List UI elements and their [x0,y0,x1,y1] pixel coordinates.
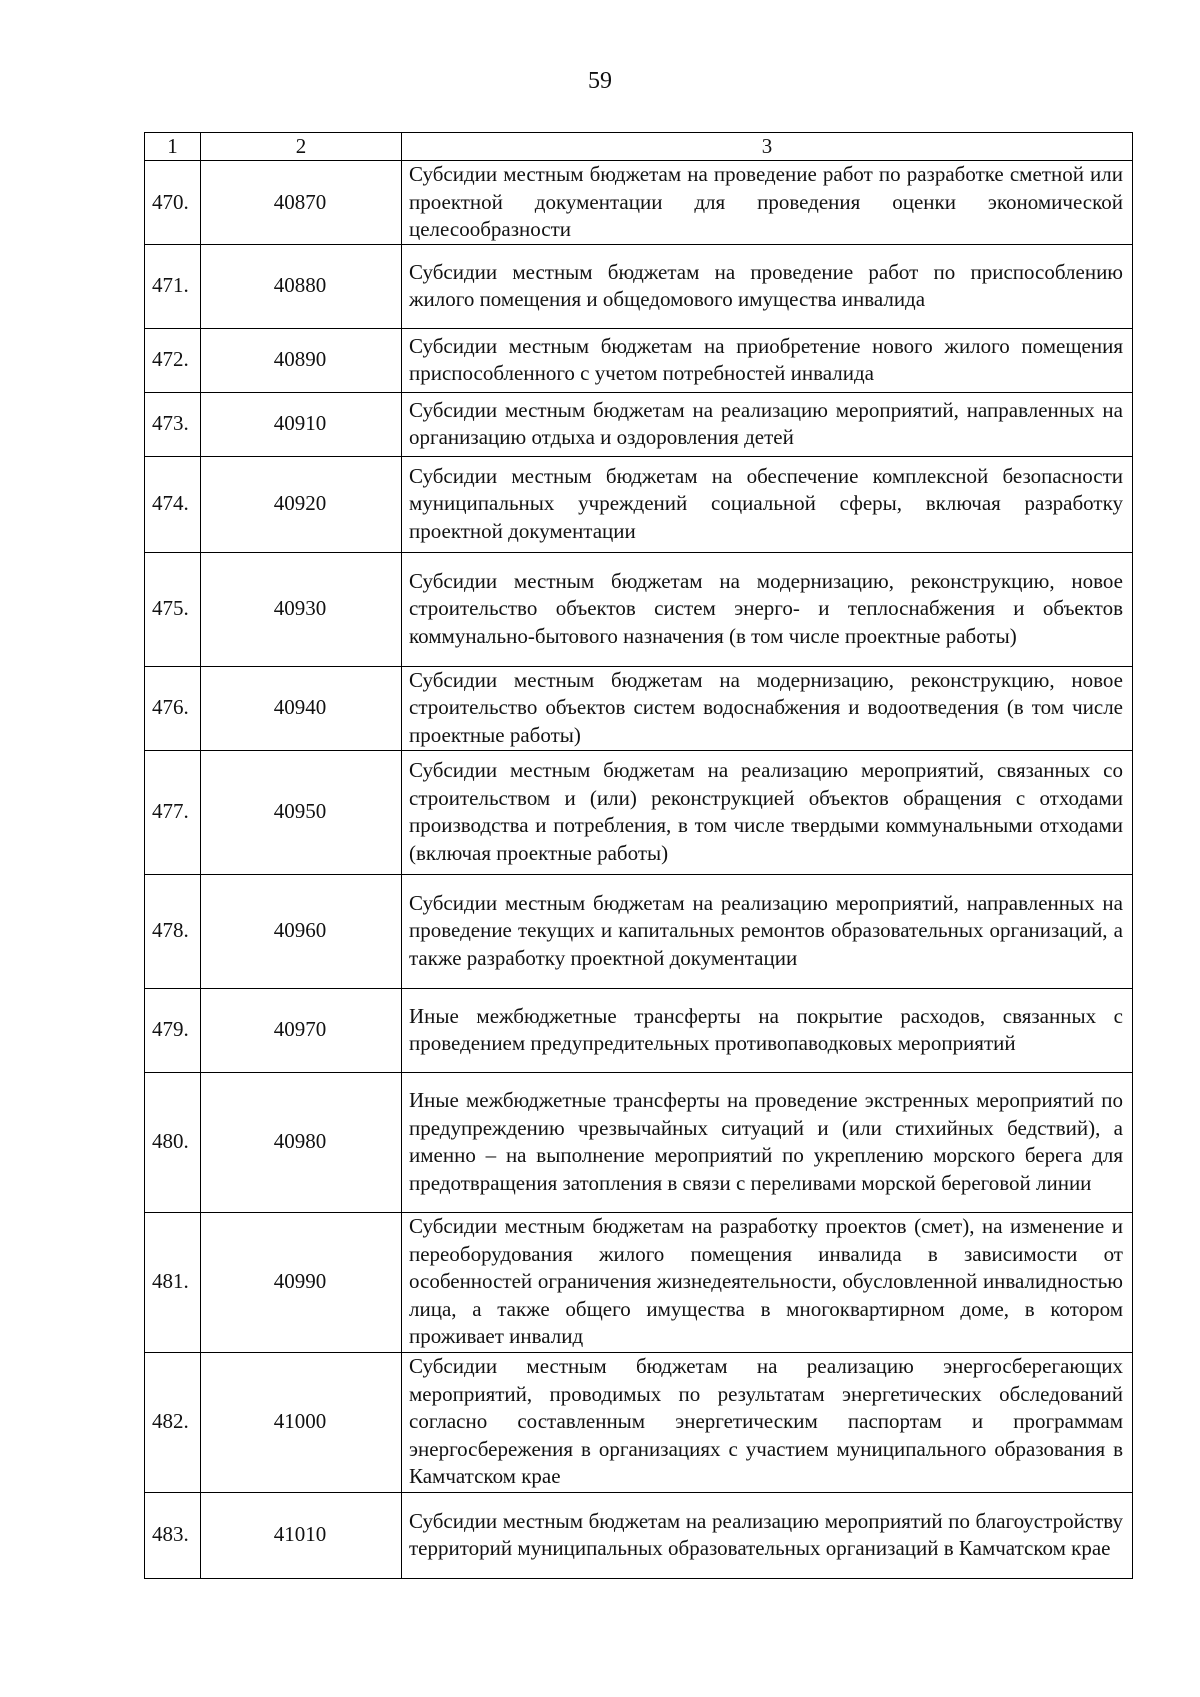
column-header-2: 2 [201,133,402,161]
row-code: 40990 [201,1212,402,1352]
row-code: 40950 [201,750,402,874]
table-row [145,328,1133,392]
budget-codes-table [144,132,1133,1579]
page-number: 59 [588,68,612,94]
row-description: Субсидии местным бюджетам на реализацию мероприятий, направленных на организацию отдыха и оздоровления детей [402,392,1133,456]
row-description: Иные межбюджетные трансферты на проведение экстренных мероприятий по предупреждению чрезвычайных ситуаций и (или стихийных бедствий), а именно – на выполнение мероприятий по укреплению морского берега для предотвращения затопления в связи с переливами морской береговой линии [402,1072,1133,1212]
row-description: Субсидии местным бюджетам на реализацию мероприятий, направленных на проведение текущих и капитальных ремонтов образовательных организаций, а также разработку проектной документации [402,874,1133,988]
row-number: 471. [145,244,201,328]
column-header-3: 3 [402,133,1133,161]
row-description: Субсидии местным бюджетам на реализацию мероприятий, связанных со строительством и (или) реконструкцией объектов обращения с отходами производства и потребления, в том числе твердыми коммунальными отходами (включая проектные работы) [402,750,1133,874]
row-code: 41000 [201,1352,402,1492]
row-code: 40920 [201,456,402,552]
row-code: 40960 [201,874,402,988]
row-number: 480. [145,1072,201,1212]
row-number: 476. [145,666,201,750]
row-number: 477. [145,750,201,874]
row-code: 40940 [201,666,402,750]
table-row [145,161,1133,245]
table-row [145,1072,1133,1212]
row-description: Субсидии местным бюджетам на приобретение нового жилого помещения приспособленного с учетом потребностей инвалида [402,328,1133,392]
row-number: 474. [145,456,201,552]
table-row [145,1492,1133,1578]
table-row [145,666,1133,750]
row-description: Субсидии местным бюджетам на модернизацию, реконструкцию, новое строительство объектов систем энерго- и теплоснабжения и объектов коммунально-бытового назначения (в том числе проектные работы) [402,552,1133,666]
row-number: 482. [145,1352,201,1492]
row-description: Субсидии местным бюджетам на реализацию энергосберегающих мероприятий, проводимых по результатам энергетических обследований согласно составленным энергетическим паспортам и программам энергосбережения в организациях с участием муниципального образования в Камчатском крае [402,1352,1133,1492]
table-row [145,392,1133,456]
table-row [145,244,1133,328]
row-number: 483. [145,1492,201,1578]
table-row [145,750,1133,874]
row-code: 40930 [201,552,402,666]
row-description: Субсидии местным бюджетам на разработку проектов (смет), на изменение и переоборудования жилого помещения инвалида в зависимости от особенностей ограничения жизнедеятельности, обусловленной инвалидностью лица, а также общего имущества в многоквартирном доме, в котором проживает инвалид [402,1212,1133,1352]
row-number: 481. [145,1212,201,1352]
row-number: 478. [145,874,201,988]
row-code: 40980 [201,1072,402,1212]
column-header-1: 1 [145,133,201,161]
row-code: 41010 [201,1492,402,1578]
table-header-row [145,133,1133,161]
row-number: 472. [145,328,201,392]
row-number: 470. [145,161,201,245]
row-number: 479. [145,988,201,1072]
row-code: 40870 [201,161,402,245]
table-row [145,552,1133,666]
row-description: Субсидии местным бюджетам на проведение работ по приспособлению жилого помещения и общедомового имущества инвалида [402,244,1133,328]
row-code: 40910 [201,392,402,456]
row-description: Субсидии местным бюджетам на модернизацию, реконструкцию, новое строительство объектов систем водоснабжения и водоотведения (в том числе проектные работы) [402,666,1133,750]
row-description: Иные межбюджетные трансферты на покрытие расходов, связанных с проведением предупредительных противопаводковых мероприятий [402,988,1133,1072]
row-description: Субсидии местным бюджетам на проведение работ по разработке сметной или проектной документации для проведения оценки экономической целесообразности [402,161,1133,245]
row-code: 40970 [201,988,402,1072]
table-row [145,1352,1133,1492]
table-row [145,1212,1133,1352]
row-number: 473. [145,392,201,456]
table-row [145,456,1133,552]
table-row [145,874,1133,988]
row-code: 40890 [201,328,402,392]
row-code: 40880 [201,244,402,328]
table-row [145,988,1133,1072]
row-number: 475. [145,552,201,666]
row-description: Субсидии местным бюджетам на обеспечение комплексной безопасности муниципальных учреждений социальной сферы, включая разработку проектной документации [402,456,1133,552]
row-description: Субсидии местным бюджетам на реализацию мероприятий по благоустройству территорий муниципальных образовательных организаций в Камчатском крае [402,1492,1133,1578]
